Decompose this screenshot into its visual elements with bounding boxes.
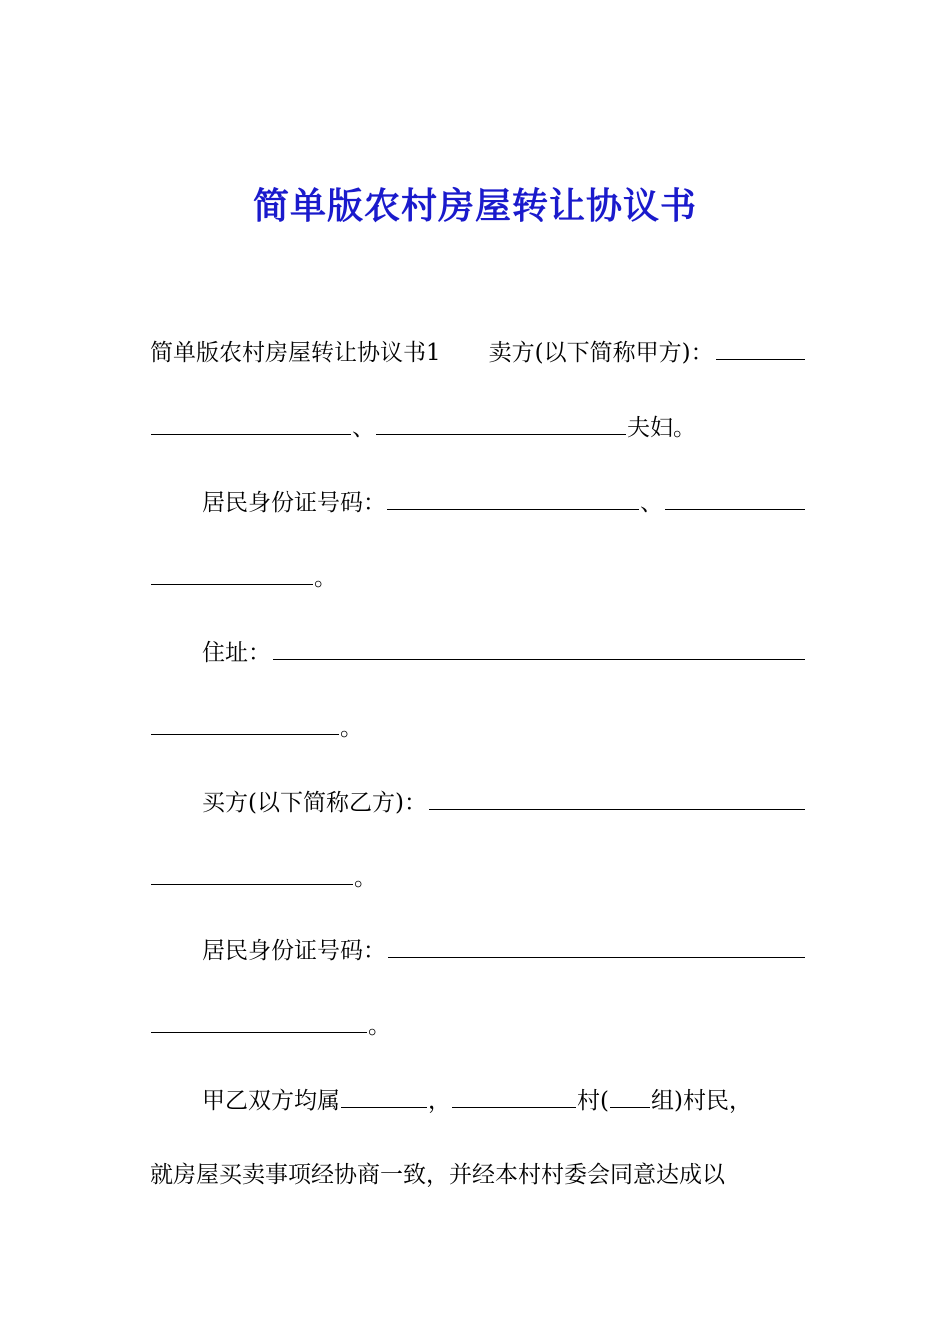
buyer-id-blank[interactable] [388,935,805,958]
address-cont-line [150,712,805,743]
buyer-id-cont-line [150,1010,805,1041]
agreement-intro-line: 就房屋买卖事项经协商一致，并经本村村委会同意达成以 [150,1162,725,1188]
seller-label: 卖方(以下简称甲方)： [488,340,714,366]
period: 。 [368,1013,391,1039]
seller-line [150,337,805,368]
seller-id-label: 居民身份证号码： [202,490,386,516]
seller-id-1-blank[interactable] [387,487,639,510]
period: 。 [354,865,377,891]
village-label: 村( [577,1088,609,1114]
buyer-label: 买方(以下简称乙方)： [202,790,427,816]
group-blank[interactable] [610,1085,650,1108]
period: 。 [340,715,363,741]
buyer-name-cont-blank[interactable] [151,862,353,885]
buyer-name-blank[interactable] [429,787,805,810]
seller-name-blank[interactable] [716,337,805,360]
village-text-1: 甲乙双方均属 [202,1088,340,1114]
buyer-line [202,787,805,818]
separator: 、 [640,490,663,516]
village-blank[interactable] [452,1085,576,1108]
address-line [202,637,805,668]
address-cont-blank[interactable] [151,712,339,735]
seller-name-1-blank[interactable] [151,412,351,435]
village-line [202,1085,805,1116]
period: 。 [314,565,337,591]
buyer-cont-line [150,862,805,893]
buyer-id-line [202,935,805,966]
seller-id-cont-line [150,562,805,593]
address-blank[interactable] [273,637,805,660]
seller-names-line [150,412,805,443]
seller-name-2-blank[interactable] [376,412,626,435]
document-title: 简单版农村房屋转让协议书 [252,185,697,227]
group-label: 组)村民， [650,1088,752,1114]
township-blank[interactable] [341,1085,427,1108]
couple-suffix: 夫妇。 [627,415,696,441]
address-label: 住址： [202,640,271,666]
comma: ， [428,1088,451,1114]
document-subtitle: 简单版农村房屋转让协议书1 [150,340,441,366]
separator: 、 [352,415,375,441]
buyer-id-label: 居民身份证号码： [202,938,386,964]
seller-id-2-cont-blank[interactable] [151,562,313,585]
seller-id-line [202,487,805,518]
buyer-id-cont-blank[interactable] [151,1010,367,1033]
seller-id-2-blank[interactable] [665,487,805,510]
